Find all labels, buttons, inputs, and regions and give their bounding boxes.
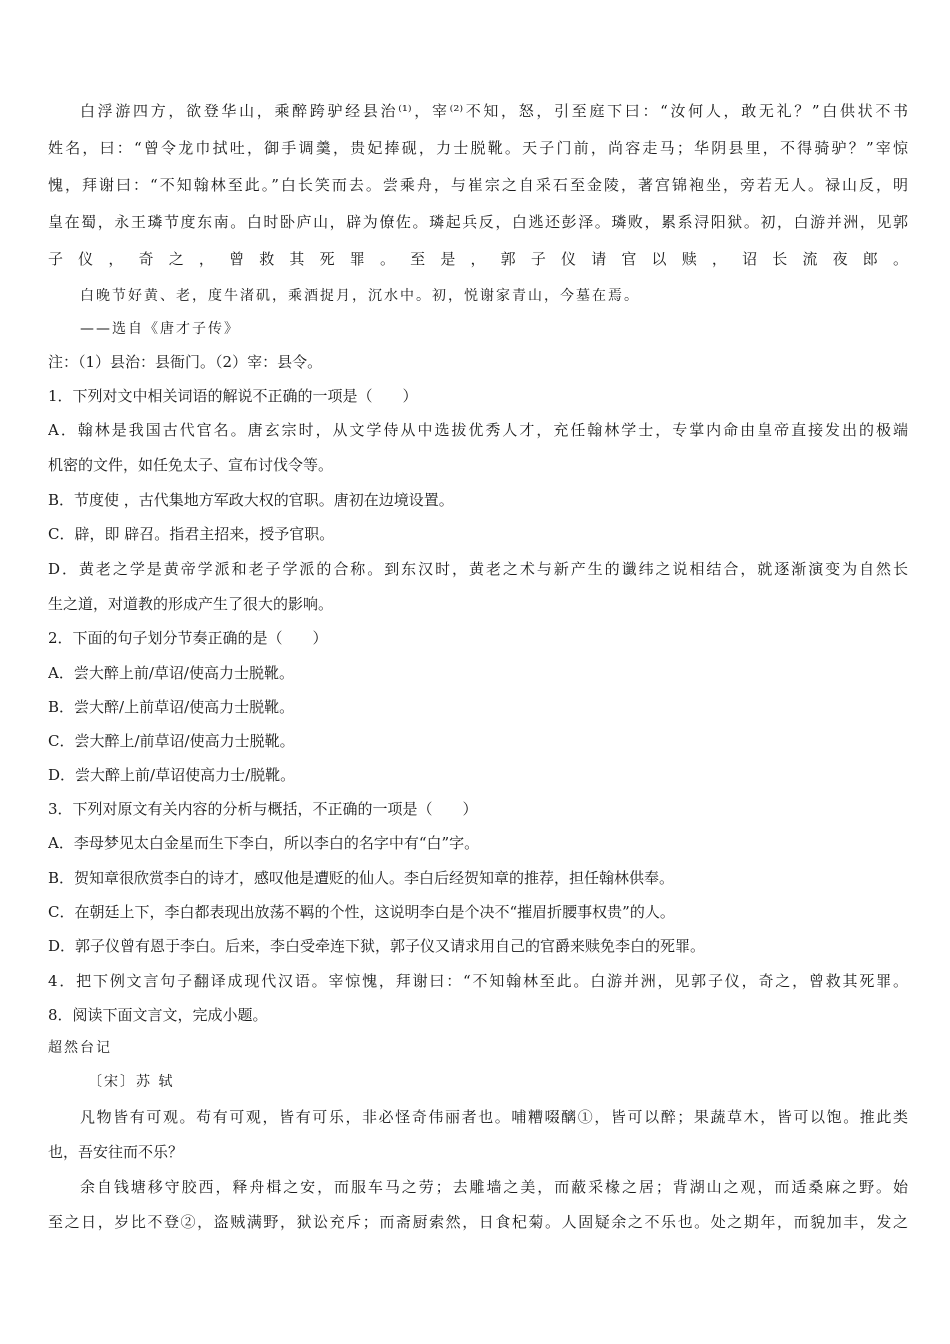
essay-line-3: 余自钱塘移守胶西，释舟楫之安，而服车马之劳；去雕墙之美，而蔽采椽之居；背湖山之观，而适桑麻之野。始 [80, 1178, 908, 1196]
question-4-stem: 4．把下例文言句子翻译成现代汉语。宰惊愧，拜谢曰：“不知翰林至此。白游并洲，见郭子仪，奇之，曾救其死罪。 [48, 972, 908, 990]
q2-option-b: B．尝大醉/上前草诏/使高力士脱靴。 [48, 698, 295, 716]
q1-option-d: D．黄老之学是黄帝学派和老子学派的合称。到东汉时，黄老之术与新产生的谶纬之说相结合，就逐渐演变为自然长 [48, 560, 908, 578]
essay-line-2: 也，吾安往而不乐？ [48, 1143, 184, 1161]
q1-option-b: B．节度使 ，古代集地方军政大权的官职。唐初在边境设置。 [48, 491, 454, 509]
passage-line-2: 姓名，曰：“曾令龙巾拭吐，御手调羹，贵妃捧砚，力士脱靴。天子门前，尚容走马；华阴县里，不得骑驴？”宰惊 [48, 139, 908, 157]
passage-line-6: 白晚节好黄、老，度牛渚矶，乘酒捉月，沉水中。初，悦谢家青山，今墓在焉。 [80, 288, 640, 304]
passage-line-1: 白浮游四方，欲登华山，乘醉跨驴经县治⁽¹⁾，宰⁽²⁾不知，怒，引至庭下曰：“汝何人，敢无礼？”白供状不书 [80, 102, 908, 120]
essay-author: 〔宋〕苏 轼 [88, 1074, 175, 1090]
q3-option-c: C．在朝廷上下，李白都表现出放荡不羁的个性，这说明李白是个决不“摧眉折腰事权贵”的人。 [48, 903, 675, 921]
source-attribution: ——选自《唐才子传》 [80, 321, 240, 337]
question-3-stem: 3．下列对原文有关内容的分析与概括，不正确的一项是（ ） [48, 800, 478, 818]
question-2-stem: 2．下面的句子划分节奏正确的是（ ） [48, 629, 328, 647]
q2-option-d: D．尝大醉上前/草诏使高力士/脱靴。 [48, 766, 296, 784]
q1-option-d-cont: 生之道，对道教的形成产生了很大的影响。 [48, 595, 334, 613]
q1-option-c: C．辟，即 辟召。指君主招来，授予官职。 [48, 525, 335, 543]
annotation-note: 注：（1）县治：县衙门。（2）宰：县令。 [48, 353, 323, 371]
passage-line-3: 愧，拜谢曰：“不知翰林至此。”白长笑而去。尝乘舟，与崔宗之自采石至金陵，著宫锦袍坐，旁若无人。禄山反，明 [48, 176, 908, 194]
passage-line-4: 皇在蜀，永王璘节度东南。白时卧庐山，辟为僚佐。璘起兵反，白逃还彭泽。璘败，累系浔阳狱。初，白游并洲，见郭 [48, 213, 908, 231]
essay-title: 超然台记 [48, 1040, 112, 1056]
q3-option-b: B．贺知章很欣赏李白的诗才，感叹他是遭贬的仙人。李白后经贺知章的推荐，担任翰林供奉。 [48, 869, 675, 887]
q3-option-a: A．李母梦见太白金星而生下李白，所以李白的名字中有“白”字。 [48, 834, 480, 852]
passage-line-5: 子仪，奇之，曾救其死罪。至是，郭子仪请官以赎，诏长流夜郎。 [48, 250, 908, 268]
q2-option-a: A．尝大醉上前/草诏/使高力士脱靴。 [48, 664, 294, 682]
essay-line-4: 至之日，岁比不登②，盗贼满野，狱讼充斥；而斋厨索然，日食杞菊。人固疑余之不乐也。处之期年，而貌加丰，发之 [48, 1213, 908, 1231]
q3-option-d: D．郭子仪曾有恩于李白。后来，李白受牵连下狱，郭子仪又请求用自己的官爵来赎免李白的死罪。 [48, 937, 706, 955]
essay-line-1: 凡物皆有可观。苟有可观，皆有可乐，非必怪奇伟丽者也。哺糟啜醨①，皆可以醉；果蔬草木，皆可以饱。推此类 [80, 1108, 908, 1126]
q2-option-c: C．尝大醉上/前草诏/使高力士脱靴。 [48, 732, 295, 750]
q1-option-a-cont: 机密的文件，如任免太子、宣布讨伐令等。 [48, 456, 334, 474]
question-8-stem: 8．阅读下面文言文，完成小题。 [48, 1006, 268, 1024]
q1-option-a: A．翰林是我国古代官名。唐玄宗时，从文学侍从中选拔优秀人才，充任翰林学士，专掌内命由皇帝直接发出的极端 [48, 421, 908, 439]
question-1-stem: 1．下列对文中相关词语的解说不正确的一项是（ ） [48, 387, 418, 405]
